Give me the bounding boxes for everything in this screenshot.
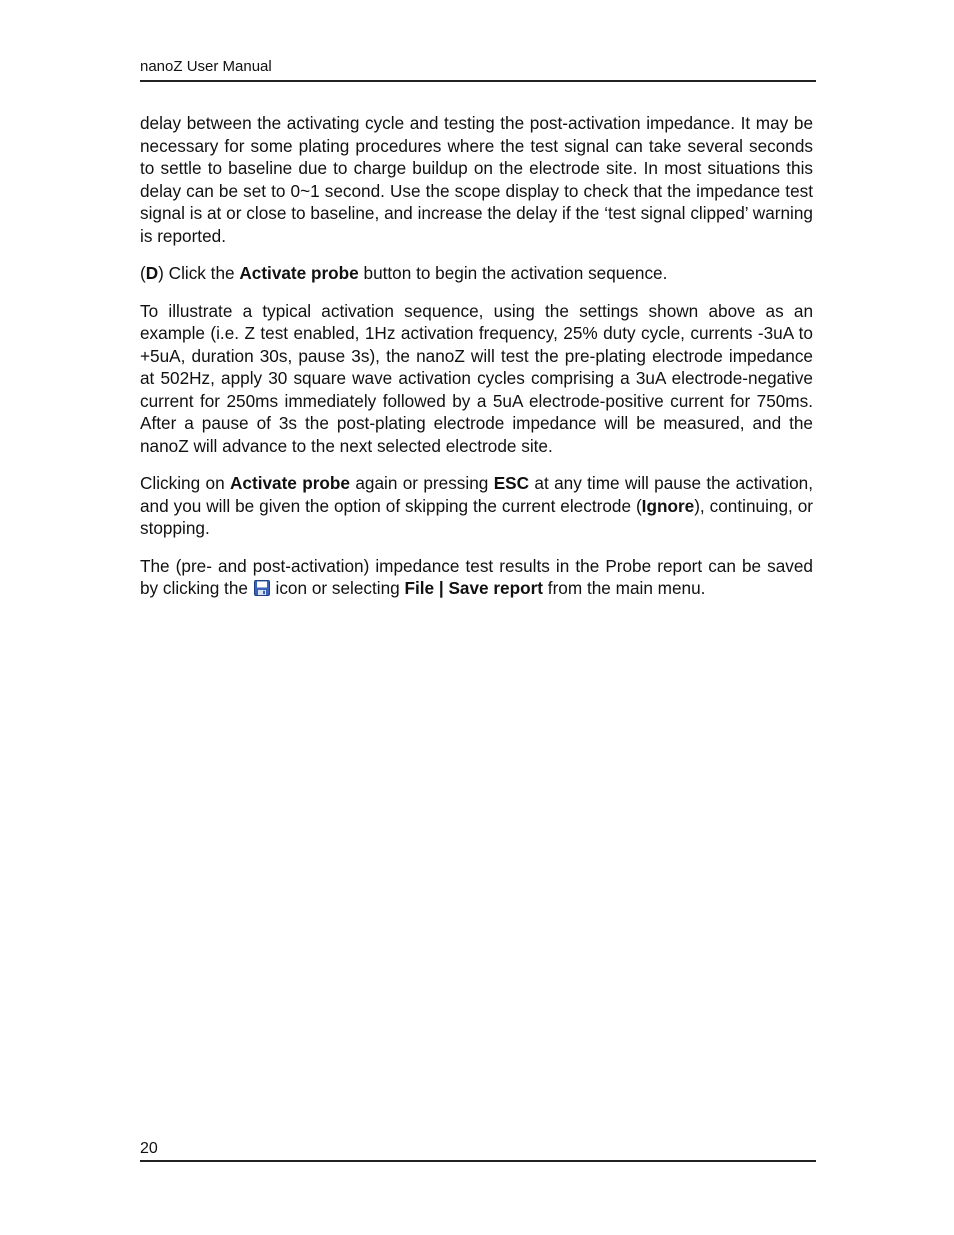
paragraph-example-sequence: To illustrate a typical activation sequence, using the settings shown above as an example (i.e. Z test enabled, 1Hz activation frequency, 25% duty cycle, currents -3uA to +5uA, duration 30s, pause 3s), the nanoZ will test the pre-plating electrode impedance at 502Hz, apply 30 square wave activation cycles comprising a 3uA electrode-negative current for 250ms immediately followed by a 5uA electrode-positive current for 750ms. After a pause of 3s the post-plating electrode impedance will be measured, and the nanoZ will advance to the next selected electrode site.: [140, 300, 813, 456]
paragraph-pause: Clicking on Activate probe again or pressing ESC at any time will pause the activation, and you will be given the option of skipping the current electrode (Ignore), continuing, or stopping.: [140, 473, 813, 538]
page-number: 20: [140, 1140, 158, 1157]
activate-probe-label: Activate probe: [239, 263, 359, 283]
save-icon: [254, 580, 270, 596]
page-header: [140, 56, 816, 82]
page-content: [140, 112, 813, 615]
ignore-label: Ignore: [641, 495, 695, 516]
header-title: nanoZ User Manual: [140, 58, 272, 75]
page-footer: [140, 1138, 816, 1162]
step-letter: D: [145, 263, 159, 283]
esc-key-label: ESC: [493, 473, 530, 493]
activate-probe-label: Activate probe: [230, 473, 350, 493]
paragraph-step-d: (D) Click the Activate probe button to begin the activation sequence.: [140, 263, 668, 283]
paragraph-delay: delay between the activating cycle and testing the post-activation impedance. It may be necessary for some plating procedures where the test signal can take several seconds to settle to baseline due to charge buildup on the electrode site. In most situations this delay can be set to 0~1 second. Use the scope display to check that the impedance test signal is at or close to baseline, and increase the delay if the ‘test signal clipped’ warning is reported.: [140, 113, 813, 246]
paragraph-save-report: The (pre- and post-activation) impedance test results in the Probe report can be saved by clicking the icon or selecting File | Save report from the main menu.: [140, 555, 813, 598]
file-save-report-label: File | Save report: [404, 578, 544, 598]
